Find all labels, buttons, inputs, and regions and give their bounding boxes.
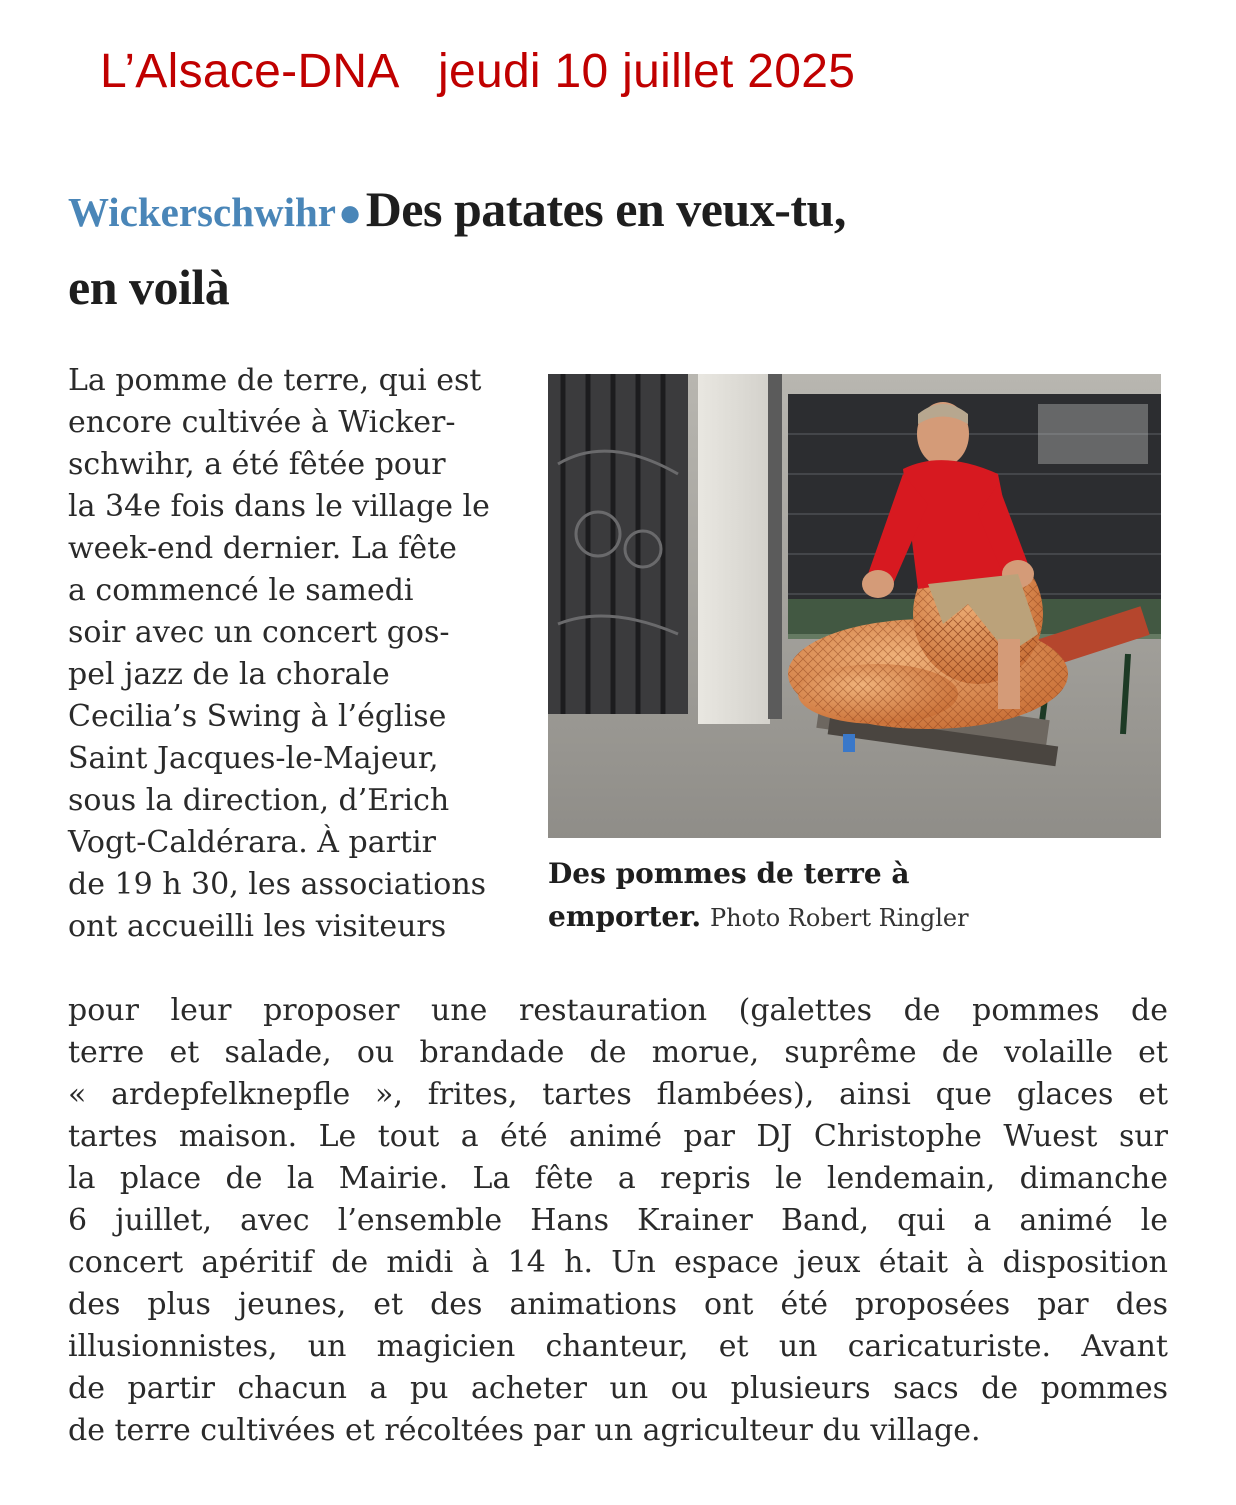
text-line: ont accueilli les visiteurs	[68, 909, 447, 944]
text-line: Saint Jacques-le-Majeur,	[68, 741, 439, 776]
caption-line-2: emporter.	[548, 900, 702, 933]
photo-caption	[548, 852, 1168, 940]
article-full-width-text	[68, 990, 1168, 1452]
photo-credit: Photo Robert Ringler	[710, 904, 969, 932]
text-line: Vogt-Caldérara. À partir	[68, 825, 436, 860]
text-line: la 34e fois dans le village le	[68, 489, 490, 524]
text-line: sous la direction, d’Erich	[68, 783, 450, 818]
text-line: schwihr, a été fêtée pour	[68, 447, 446, 482]
publication-name: L’Alsace-DNA	[100, 45, 398, 98]
text-line: terre et salade, ou brandade de morue, suprême de volaille et	[68, 1035, 1168, 1070]
caption-line-1: Des pommes de terre à	[548, 857, 910, 890]
text-line: encore cultivée à Wicker-	[68, 405, 456, 440]
text-line: soir avec un concert gos-	[68, 615, 450, 650]
text-line: Cecilia’s Swing à l’église	[68, 699, 447, 734]
text-line: pour leur proposer une restauration (galettes de pommes de	[68, 993, 1168, 1028]
text-line: « ardepfelknepfle », frites, tartes flambées), ainsi que glaces et	[68, 1077, 1168, 1112]
article-kicker: Wickerschwihr	[68, 189, 337, 235]
article-title-line-1: Des patates en veux-tu,	[365, 181, 846, 237]
article-photo	[548, 374, 1161, 838]
text-line: de 19 h 30, les associations	[68, 867, 487, 902]
text-line: tartes maison. Le tout a été animé par DJ Christophe Wuest sur	[68, 1119, 1168, 1154]
text-line: week-end dernier. La fête	[68, 531, 457, 566]
text-line: 6 juillet, avec l’ensemble Hans Krainer Band, qui a animé le	[68, 1203, 1168, 1238]
text-line: concert apéritif de midi à 14 h. Un espace jeux était à disposition	[68, 1245, 1168, 1280]
article-headline	[68, 172, 1178, 324]
text-line: illusionnistes, un magicien chanteur, et un caricaturiste. Avant	[68, 1329, 1168, 1364]
bullet-dot-icon: ●	[338, 190, 362, 235]
article-left-column	[68, 360, 538, 948]
text-line: de partir chacun a pu acheter un ou plusieurs sacs de pommes	[68, 1371, 1168, 1406]
publication-header	[100, 44, 855, 99]
text-line: pel jazz de la chorale	[68, 657, 390, 692]
publication-date: jeudi 10 juillet 2025	[437, 45, 856, 98]
text-line: des plus jeunes, et des animations ont été proposées par des	[68, 1287, 1168, 1322]
text-line: la place de la Mairie. La fête a repris le lendemain, dimanche	[68, 1161, 1168, 1196]
potato-seller-photo	[548, 374, 1161, 838]
article-title-line-2: en voilà	[68, 259, 230, 315]
text-line: de terre cultivées et récoltées par un agriculteur du village.	[68, 1413, 981, 1448]
text-line: a commencé le samedi	[68, 573, 414, 608]
newspaper-clipping	[50, 160, 1200, 1505]
text-line: La pomme de terre, qui est	[68, 363, 482, 398]
